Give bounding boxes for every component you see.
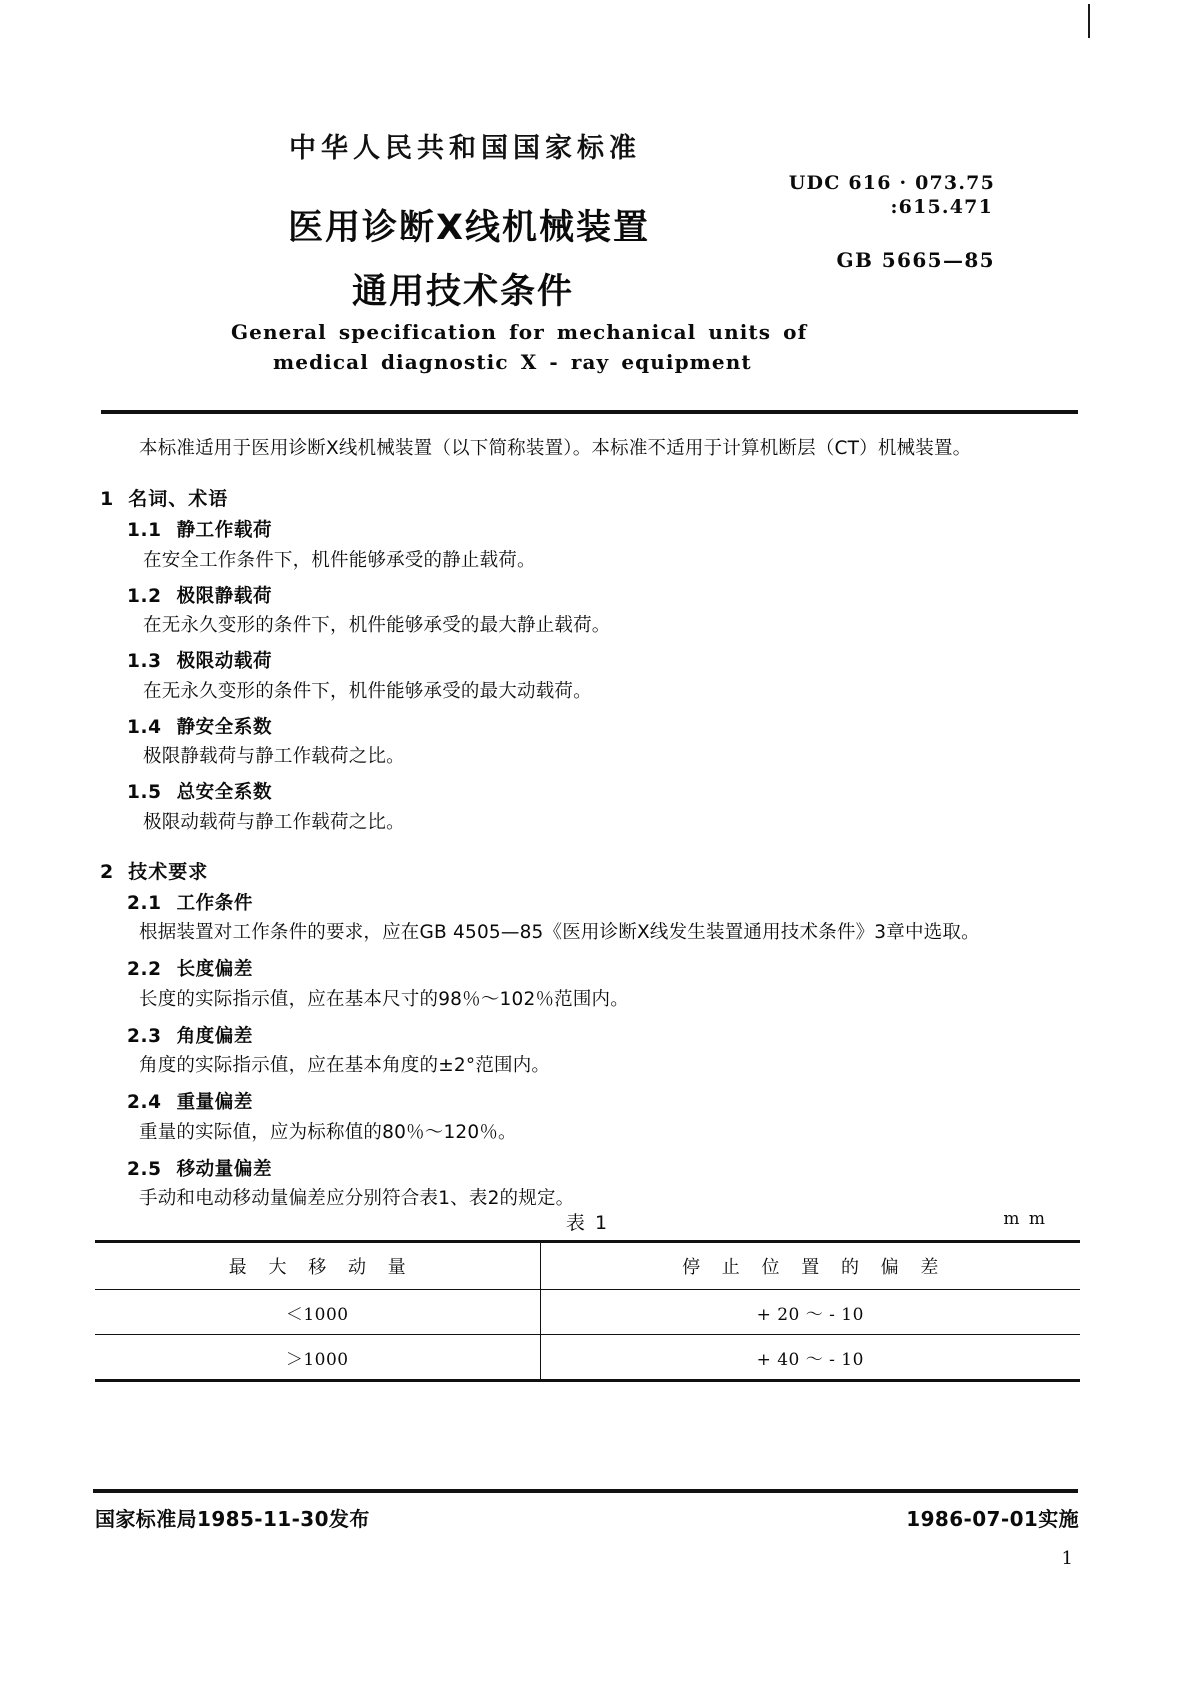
- table-1-caption-row: [95, 1208, 1080, 1234]
- subsection-text-2-2: 长度的实际指示值，应在基本尺寸的98％～102％范围内。: [139, 988, 629, 1010]
- subsection-number-2-4: 2.4: [127, 1092, 162, 1113]
- subsection-heading-2-1: [127, 892, 1080, 914]
- subsection-title-1-5: 总安全系数: [176, 782, 273, 803]
- document-title-en-line1: General specification for mechanical units of: [231, 320, 808, 344]
- subsection-title-2-1: 工作条件: [176, 892, 253, 914]
- table-column-header-stop-deviation: 停 止 位 置 的 偏 差: [540, 1242, 1080, 1290]
- document-title-cn-line1: 医用诊断X线机械装置: [288, 208, 650, 248]
- page-number: 1: [1061, 1548, 1073, 1569]
- footer-divider-rule: [93, 1489, 1078, 1493]
- national-standard-label: 中华人民共和国国家标准: [289, 133, 641, 164]
- subsection-number-2-3: 2.3: [127, 1025, 162, 1047]
- section-title-1: 名词、术语: [128, 488, 229, 510]
- table-1-container: [95, 1208, 1080, 1382]
- subsection-text-2-5: 手动和电动移动量偏差应分别符合表1、表2的规定。: [139, 1188, 575, 1209]
- subsection-heading-2-2: [127, 961, 1080, 980]
- footer-issued-date: 国家标准局1985-11-30发布: [95, 1507, 370, 1531]
- section-heading-2: [100, 860, 1080, 883]
- subsection-text-1-5: 极限动载荷与静工作载荷之比。: [143, 811, 405, 833]
- subsection-heading-2-5: [127, 1158, 1080, 1180]
- scope-paragraph: 本标准适用于医用诊断X线机械装置（以下简称装置）。本标准不适用于计算机断层（CT）机械装置。: [139, 438, 972, 459]
- subsection-heading-1-2: [127, 585, 1080, 607]
- subsection-title-1-4: 静安全系数: [176, 716, 273, 738]
- subsection-heading-2-4: [127, 1094, 1080, 1113]
- table-cell-travel-2: ＞1000: [95, 1335, 540, 1381]
- subsection-number-1-3: 1.3: [127, 651, 162, 672]
- table-cell-deviation-1: + 20 ～ - 10: [540, 1290, 1080, 1335]
- subsection-number-2-2: 2.2: [127, 959, 162, 980]
- subsection-title-2-4: 重量偏差: [176, 1092, 253, 1113]
- subsection-heading-1-4: [127, 716, 1080, 738]
- table-1-unit-label: m m: [1003, 1209, 1047, 1229]
- subsection-heading-1-5: [127, 784, 1080, 803]
- standard-identifier-block: [789, 172, 995, 272]
- subsection-heading-1-3: [127, 653, 1080, 672]
- subsection-number-1-4: 1.4: [127, 716, 162, 738]
- page-edge-mark: [1088, 4, 1090, 38]
- subsection-text-2-4: 重量的实际值，应为标称值的80％～120％。: [139, 1121, 517, 1143]
- subsection-number-2-5: 2.5: [127, 1158, 162, 1180]
- udc-code-line2: :615.471: [890, 196, 993, 218]
- subsection-heading-2-3: [127, 1025, 1080, 1047]
- table-row: [95, 1290, 1080, 1335]
- subsection-text-2-3: 角度的实际指示值，应在基本角度的±2°范围内。: [139, 1055, 551, 1076]
- table-row: [95, 1335, 1080, 1381]
- table-header-row: [95, 1242, 1080, 1290]
- subsection-number-1-2: 1.2: [127, 585, 162, 607]
- table-column-header-max-travel: 最 大 移 动 量: [95, 1242, 540, 1290]
- section-number-1: 1: [100, 488, 115, 510]
- subsection-number-1-1: 1.1: [127, 520, 162, 541]
- table-cell-deviation-2: + 40 ～ - 10: [540, 1335, 1080, 1381]
- section-number-2: 2: [100, 860, 115, 883]
- footer-effective-date: 1986-07-01实施: [906, 1507, 1079, 1531]
- document-body: [95, 434, 1080, 1214]
- subsection-number-1-5: 1.5: [127, 782, 162, 803]
- document-title-en-line2: medical diagnostic X - ray equipment: [273, 350, 752, 374]
- subsection-title-1-3: 极限动载荷: [176, 651, 273, 672]
- subsection-text-2-1: 根据装置对工作条件的要求，应在GB 4505—85《医用诊断X线发生装置通用技术条件》3章中选取。: [139, 922, 980, 943]
- header-divider-rule: [101, 410, 1078, 414]
- section-title-2: 技术要求: [128, 860, 209, 883]
- section-heading-1: [100, 490, 1080, 509]
- subsection-text-1-1: 在安全工作条件下，机件能够承受的静止载荷。: [143, 549, 536, 571]
- subsection-title-2-3: 角度偏差: [176, 1025, 253, 1047]
- table-1-caption: 表 1: [565, 1212, 610, 1234]
- subsection-text-1-4: 极限静载荷与静工作载荷之比。: [143, 746, 405, 767]
- document-title-cn-line2: 通用技术条件: [352, 272, 575, 312]
- udc-code-line1: UDC 616 · 073.75: [788, 172, 995, 194]
- subsection-number-2-1: 2.1: [127, 892, 162, 914]
- subsection-title-2-5: 移动量偏差: [176, 1158, 273, 1180]
- subsection-title-2-2: 长度偏差: [176, 959, 253, 980]
- subsection-title-1-2: 极限静载荷: [176, 585, 273, 607]
- subsection-title-1-1: 静工作载荷: [176, 520, 273, 541]
- subsection-heading-1-1: [127, 522, 1080, 541]
- standard-number: GB 5665—85: [836, 248, 995, 272]
- subsection-text-1-2: 在无永久变形的条件下，机件能够承受的最大静止载荷。: [143, 615, 611, 636]
- table-1: [95, 1240, 1080, 1382]
- subsection-text-1-3: 在无永久变形的条件下，机件能够承受的最大动载荷。: [143, 680, 592, 702]
- table-cell-travel-1: ＜1000: [95, 1290, 540, 1335]
